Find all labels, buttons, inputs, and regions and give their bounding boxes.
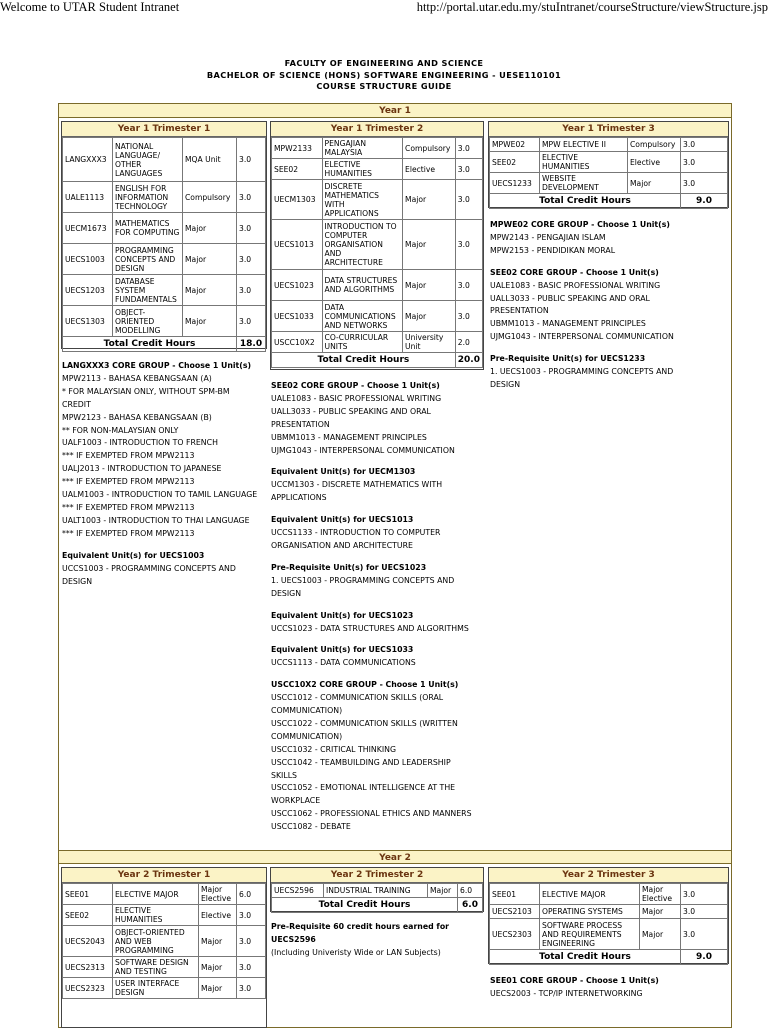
note-heading: Equivalent Unit(s) for UECS1023 — [271, 610, 414, 620]
note-line: COMMUNICATION) — [271, 731, 343, 741]
course-code: LANGXXX3 — [63, 138, 113, 182]
faculty-title: FACULTY OF ENGINEERING AND SCIENCE — [284, 58, 484, 68]
course-row — [490, 905, 728, 919]
spacer — [271, 670, 485, 679]
year1-bar: Year 1 — [59, 104, 731, 118]
y2t2-box — [270, 867, 484, 912]
course-row — [63, 138, 266, 182]
course-credit: 3.0 — [237, 926, 266, 957]
note-heading: LANGXXX3 CORE GROUP - Choose 1 Unit(s) — [62, 361, 252, 370]
total-value: 20.0 — [455, 353, 482, 368]
note-line: * FOR MALAYSIAN ONLY, WITHOUT SPM-BM — [62, 386, 230, 396]
note-line: PRESENTATION — [490, 306, 549, 316]
note-line: UCCM1303 - DISCRETE MATHEMATICS WITH — [271, 480, 443, 490]
course-title: OPERATING SYSTEMS — [540, 905, 640, 919]
note-line: UCCS1023 - DATA STRUCTURES AND ALGORITHMS — [271, 623, 469, 633]
note-heading: Pre-Requisite Unit(s) for UECS1023 — [271, 562, 427, 572]
course-title: PROGRAMMING CONCEPTS AND DESIGN — [113, 244, 183, 275]
course-credit: 3.0 — [681, 919, 728, 950]
course-row — [63, 884, 266, 905]
course-title: NATIONAL LANGUAGE/ OTHER LANGUAGES — [113, 138, 183, 182]
total-label: Total Credit Hours — [272, 353, 456, 368]
course-title: ELECTIVE HUMANITIES — [540, 152, 628, 173]
note-line: *** IF EXEMPTED FROM MPW2113 — [62, 451, 195, 461]
course-code: SEE01 — [490, 884, 540, 905]
course-type: Major — [403, 180, 456, 220]
course-credit: 2.0 — [455, 332, 482, 353]
note-line: 1. UECS1003 - PROGRAMMING CONCEPTS AND — [271, 575, 455, 585]
course-row — [490, 919, 728, 950]
course-code: UECS2596 — [272, 884, 324, 898]
course-row — [272, 138, 483, 159]
course-title: DATA COMMUNICATIONS AND NETWORKS — [322, 301, 403, 332]
y1t2-title: Year 1 Trimester 2 — [271, 122, 483, 137]
course-row — [272, 270, 483, 301]
course-title: ENGLISH FOR INFORMATION TECHNOLOGY — [113, 182, 183, 213]
course-row — [272, 159, 483, 180]
note-line: 1. UECS1003 - PROGRAMMING CONCEPTS AND — [490, 367, 674, 377]
total-value: 18.0 — [237, 337, 266, 352]
note-line: USCC1082 - DEBATE — [271, 822, 351, 832]
note-line: SKILLS — [271, 770, 297, 780]
course-row — [490, 152, 728, 173]
note-line: UCCS1113 - DATA COMMUNICATIONS — [271, 658, 416, 668]
y1t2-notes — [271, 380, 485, 834]
note-line: USCC1022 - COMMUNICATION SKILLS (WRITTEN — [271, 718, 458, 728]
note-line: DESIGN — [490, 379, 521, 389]
course-title: MATHEMATICS FOR COMPUTING — [113, 213, 183, 244]
course-row — [490, 138, 728, 152]
total-row — [63, 337, 266, 352]
note-line: DESIGN — [62, 576, 93, 586]
course-credit: 3.0 — [455, 270, 482, 301]
y1t3-notes — [490, 219, 730, 392]
course-title: CO-CURRICULAR UNITS — [322, 332, 403, 353]
spacer — [62, 541, 268, 550]
course-type: Major — [640, 919, 681, 950]
note-line: *** IF EXEMPTED FROM MPW2113 — [62, 528, 195, 538]
note-heading: USCC10X2 CORE GROUP - Choose 1 Unit(s) — [271, 680, 459, 690]
note-heading: Equivalent Unit(s) for UECS1003 — [62, 550, 205, 560]
course-credit: 3.0 — [237, 978, 266, 999]
course-credit: 3.0 — [455, 159, 482, 180]
course-title: SOFTWARE PROCESS AND REQUIREMENTS ENGINEERING — [540, 919, 640, 950]
course-code: MPWE02 — [490, 138, 540, 152]
course-code: UECS2303 — [490, 919, 540, 950]
note-line: PRESENTATION — [271, 419, 330, 429]
note-line: MPW2153 - PENDIDIKAN MORAL — [490, 245, 616, 255]
course-credit: 3.0 — [455, 220, 482, 270]
total-row — [490, 950, 728, 965]
y2t3-notes — [490, 975, 730, 1001]
total-value: 9.0 — [681, 950, 728, 965]
note-line: DESIGN — [271, 588, 302, 598]
total-label: Total Credit Hours — [63, 337, 237, 352]
course-type: Major — [628, 173, 681, 194]
course-credit: 3.0 — [237, 182, 266, 213]
note-line: ORGANISATION AND ARCHITECTURE — [271, 540, 413, 550]
course-credit: 3.0 — [237, 213, 266, 244]
course-type: Elective — [403, 159, 456, 180]
course-type: Major — [428, 884, 458, 898]
course-title: WEBSITE DEVELOPMENT — [540, 173, 628, 194]
course-code: UECS2043 — [63, 926, 113, 957]
total-row — [490, 194, 728, 209]
note-line: USCC1062 - PROFESSIONAL ETHICS AND MANNERS — [271, 809, 472, 819]
course-type: Major — [640, 905, 681, 919]
course-type: Major — [199, 978, 237, 999]
spacer — [271, 505, 485, 514]
total-label: Total Credit Hours — [490, 194, 681, 209]
course-type: Major — [183, 306, 237, 337]
note-line: USCC1032 - CRITICAL THINKING — [271, 744, 397, 754]
course-credit: 3.0 — [681, 884, 728, 905]
y2t2-notes — [271, 921, 485, 960]
course-row — [63, 182, 266, 213]
note-line: MPW2123 - BAHASA KEBANGSAAN (B) — [62, 412, 212, 422]
course-code: UECS1023 — [272, 270, 323, 301]
course-code: SEE01 — [63, 884, 113, 905]
course-credit: 6.0 — [237, 884, 266, 905]
note-line: *** IF EXEMPTED FROM MPW2113 — [62, 477, 195, 487]
course-code: UECM1673 — [63, 213, 113, 244]
y1t3-box — [488, 121, 729, 208]
note-line: UALL3033 - PUBLIC SPEAKING AND ORAL — [490, 293, 650, 303]
note-line: USCC1042 - TEAMBUILDING AND LEADERSHIP — [271, 757, 451, 767]
y2t3-title: Year 2 Trimester 3 — [489, 868, 728, 883]
note-line: UALE1083 - BASIC PROFESSIONAL WRITING — [490, 280, 661, 290]
course-credit: 3.0 — [455, 301, 482, 332]
note-heading: SEE01 CORE GROUP - Choose 1 Unit(s) — [490, 976, 659, 985]
browser-header — [0, 0, 768, 14]
note-line: UECS2003 - TCP/IP INTERNETWORKING — [490, 988, 643, 998]
spacer — [271, 601, 485, 610]
course-type: Compulsory — [628, 138, 681, 152]
total-value: 6.0 — [458, 898, 483, 913]
course-type: Compulsory — [403, 138, 456, 159]
total-value: 9.0 — [681, 194, 728, 209]
course-row — [272, 220, 483, 270]
spacer — [490, 258, 730, 267]
total-label: Total Credit Hours — [272, 898, 458, 913]
note-line: WORKPLACE — [271, 796, 321, 806]
y1t1-notes — [62, 360, 268, 588]
note-line: UJMG1043 - INTERPERSONAL COMMUNICATION — [271, 445, 455, 455]
note-line: COMMUNICATION) — [271, 706, 343, 716]
course-credit: 3.0 — [455, 138, 482, 159]
course-title: INTRODUCTION TO COMPUTER ORGANISATION AND ARCHITECTURE — [322, 220, 403, 270]
note-heading: UECS2596 — [271, 934, 316, 944]
course-type: Major — [199, 957, 237, 978]
course-row — [272, 884, 483, 898]
course-type: Major — [183, 275, 237, 306]
course-code: SEE02 — [63, 905, 113, 926]
course-code: UECS2103 — [490, 905, 540, 919]
note-line: UALT1003 - INTRODUCTION TO THAI LANGUAGE — [62, 515, 250, 525]
course-row — [63, 905, 266, 926]
y1t1-title: Year 1 Trimester 1 — [62, 122, 266, 137]
note-line: UJMG1043 - INTERPERSONAL COMMUNICATION — [490, 332, 674, 342]
course-row — [63, 957, 266, 978]
note-heading: Equivalent Unit(s) for UECS1013 — [271, 515, 414, 525]
course-row — [63, 213, 266, 244]
spacer — [271, 457, 485, 466]
course-row — [490, 884, 728, 905]
spacer — [490, 344, 730, 353]
course-code: UECS2323 — [63, 978, 113, 999]
course-credit: 3.0 — [237, 957, 266, 978]
course-title: DATABASE SYSTEM FUNDAMENTALS — [113, 275, 183, 306]
y2t2-title: Year 2 Trimester 2 — [271, 868, 483, 883]
y2t1-title: Year 2 Trimester 1 — [62, 868, 266, 883]
note-line: UALE1083 - BASIC PROFESSIONAL WRITING — [271, 393, 442, 403]
course-title: ELECTIVE HUMANITIES — [113, 905, 199, 926]
spacer — [271, 635, 485, 644]
year2-bar: Year 2 — [59, 850, 731, 864]
course-row — [63, 926, 266, 957]
course-title: PENGAJIAN MALAYSIA — [322, 138, 403, 159]
course-credit: 3.0 — [681, 173, 728, 194]
note-line: UALM1003 - INTRODUCTION TO TAMIL LANGUAGE — [62, 490, 258, 500]
course-row — [490, 173, 728, 194]
course-code: UECS1203 — [63, 275, 113, 306]
course-row — [63, 306, 266, 337]
note-line: UALJ2013 - INTRODUCTION TO JAPANESE — [62, 464, 222, 474]
course-type: Major Elective — [640, 884, 681, 905]
course-type: Major — [183, 244, 237, 275]
course-title: OBJECT-ORIENTED AND WEB PROGRAMMING — [113, 926, 199, 957]
course-credit: 3.0 — [681, 152, 728, 173]
course-credit: 3.0 — [455, 180, 482, 220]
note-line: UALF1003 - INTRODUCTION TO FRENCH — [62, 438, 218, 448]
note-line: ** FOR NON-MALAYSIAN ONLY — [62, 425, 179, 435]
y1t1-box — [61, 121, 267, 349]
course-title: MPW ELECTIVE II — [540, 138, 628, 152]
note-line: MPW2143 - PENGAJIAN ISLAM — [490, 232, 606, 242]
course-code: UECS1033 — [272, 301, 323, 332]
course-credit: 3.0 — [237, 244, 266, 275]
y2t1-box — [61, 867, 267, 1028]
course-row — [63, 275, 266, 306]
course-code: SEE02 — [490, 152, 540, 173]
total-row — [272, 898, 483, 913]
y2t3-box — [488, 867, 729, 964]
course-code: UECS1013 — [272, 220, 323, 270]
course-title: DATA STRUCTURES AND ALGORITHMS — [322, 270, 403, 301]
page-url[interactable]: http://portal.utar.edu.my/stuIntranet/courseStructure/viewStructure.jsp — [416, 0, 768, 14]
course-row — [272, 332, 483, 353]
course-credit: 3.0 — [237, 275, 266, 306]
course-type: Major Elective — [199, 884, 237, 905]
course-row — [272, 301, 483, 332]
course-code: UECS1303 — [63, 306, 113, 337]
course-title: DISCRETE MATHEMATICS WITH APPLICATIONS — [322, 180, 403, 220]
course-credit: 6.0 — [458, 884, 483, 898]
note-heading: SEE02 CORE GROUP - Choose 1 Unit(s) — [271, 381, 440, 390]
course-code: UECS1003 — [63, 244, 113, 275]
course-type: MQA Unit — [183, 138, 237, 182]
course-code: UECM1303 — [272, 180, 323, 220]
course-type: Elective — [628, 152, 681, 173]
course-type: Major — [403, 270, 456, 301]
course-row — [63, 244, 266, 275]
y1t2-table — [271, 137, 483, 368]
course-type: Elective — [199, 905, 237, 926]
course-type: Major — [403, 301, 456, 332]
course-row — [63, 978, 266, 999]
y2t3-table — [489, 883, 728, 965]
course-title: ELECTIVE MAJOR — [540, 884, 640, 905]
note-line: APPLICATIONS — [271, 493, 327, 503]
course-credit: 3.0 — [237, 306, 266, 337]
note-line: CREDIT — [62, 399, 91, 409]
course-type: Major — [199, 926, 237, 957]
note-heading: Equivalent Unit(s) for UECS1033 — [271, 645, 414, 655]
y1t2-box — [270, 121, 484, 370]
guide-title: COURSE STRUCTURE GUIDE — [316, 81, 452, 91]
course-credit: 3.0 — [237, 905, 266, 926]
course-code: USCC10X2 — [272, 332, 323, 353]
course-title: SOFTWARE DESIGN AND TESTING — [113, 957, 199, 978]
course-type: University Unit — [403, 332, 456, 353]
course-title: INDUSTRIAL TRAINING — [324, 884, 428, 898]
note-line: UBMM1013 - MANAGEMENT PRINCIPLES — [271, 432, 427, 442]
note-line: UALL3033 - PUBLIC SPEAKING AND ORAL — [271, 406, 431, 416]
note-heading: MPWE02 CORE GROUP - Choose 1 Unit(s) — [490, 220, 670, 229]
note-heading: Pre-Requisite 60 credit hours earned for — [271, 922, 450, 931]
total-row — [272, 353, 483, 368]
programme-title: BACHELOR OF SCIENCE (HONS) SOFTWARE ENGINEERING - UESE110101 — [206, 70, 562, 80]
note-line: (Including Univeristy Wide or LAN Subjects) — [271, 947, 441, 957]
note-line: USCC1012 - COMMUNICATION SKILLS (ORAL — [271, 693, 444, 703]
note-heading: Equivalent Unit(s) for UECM1303 — [271, 467, 416, 477]
note-line: UBMM1013 - MANAGEMENT PRINCIPLES — [490, 319, 646, 329]
course-title: ELECTIVE MAJOR — [113, 884, 199, 905]
note-line: UCCS1003 - PROGRAMMING CONCEPTS AND — [62, 563, 236, 573]
course-row — [272, 180, 483, 220]
course-credit: 3.0 — [681, 905, 728, 919]
course-credit: 3.0 — [237, 138, 266, 182]
course-credit: 3.0 — [681, 138, 728, 152]
course-type: Major — [403, 220, 456, 270]
note-line: *** IF EXEMPTED FROM MPW2113 — [62, 502, 195, 512]
y1t3-table — [489, 137, 728, 209]
course-code: MPW2133 — [272, 138, 323, 159]
note-heading: Pre-Requisite Unit(s) for UECS1233 — [490, 354, 646, 364]
spacer — [271, 553, 485, 562]
note-heading: SEE02 CORE GROUP - Choose 1 Unit(s) — [490, 267, 659, 277]
note-line: MPW2113 - BAHASA KEBANGSAAN (A) — [62, 373, 212, 383]
total-label: Total Credit Hours — [490, 950, 681, 965]
y2t1-table — [62, 883, 266, 999]
course-code: UALE1113 — [63, 182, 113, 213]
note-line: UCCS1133 - INTRODUCTION TO COMPUTER — [271, 528, 441, 538]
page-title: Welcome to UTAR Student Intranet — [0, 0, 180, 14]
y1t3-title: Year 1 Trimester 3 — [489, 122, 728, 137]
course-type: Major — [183, 213, 237, 244]
y2t2-table — [271, 883, 483, 913]
course-code: UECS2313 — [63, 957, 113, 978]
y1t1-table — [62, 137, 266, 352]
course-title: USER INTERFACE DESIGN — [113, 978, 199, 999]
course-title: ELECTIVE HUMANITIES — [322, 159, 403, 180]
course-type: Compulsory — [183, 182, 237, 213]
course-code: UECS1233 — [490, 173, 540, 194]
course-code: SEE02 — [272, 159, 323, 180]
course-title: OBJECT-ORIENTED MODELLING — [113, 306, 183, 337]
note-line: USCC1052 - EMOTIONAL INTELLIGENCE AT THE — [271, 783, 456, 793]
